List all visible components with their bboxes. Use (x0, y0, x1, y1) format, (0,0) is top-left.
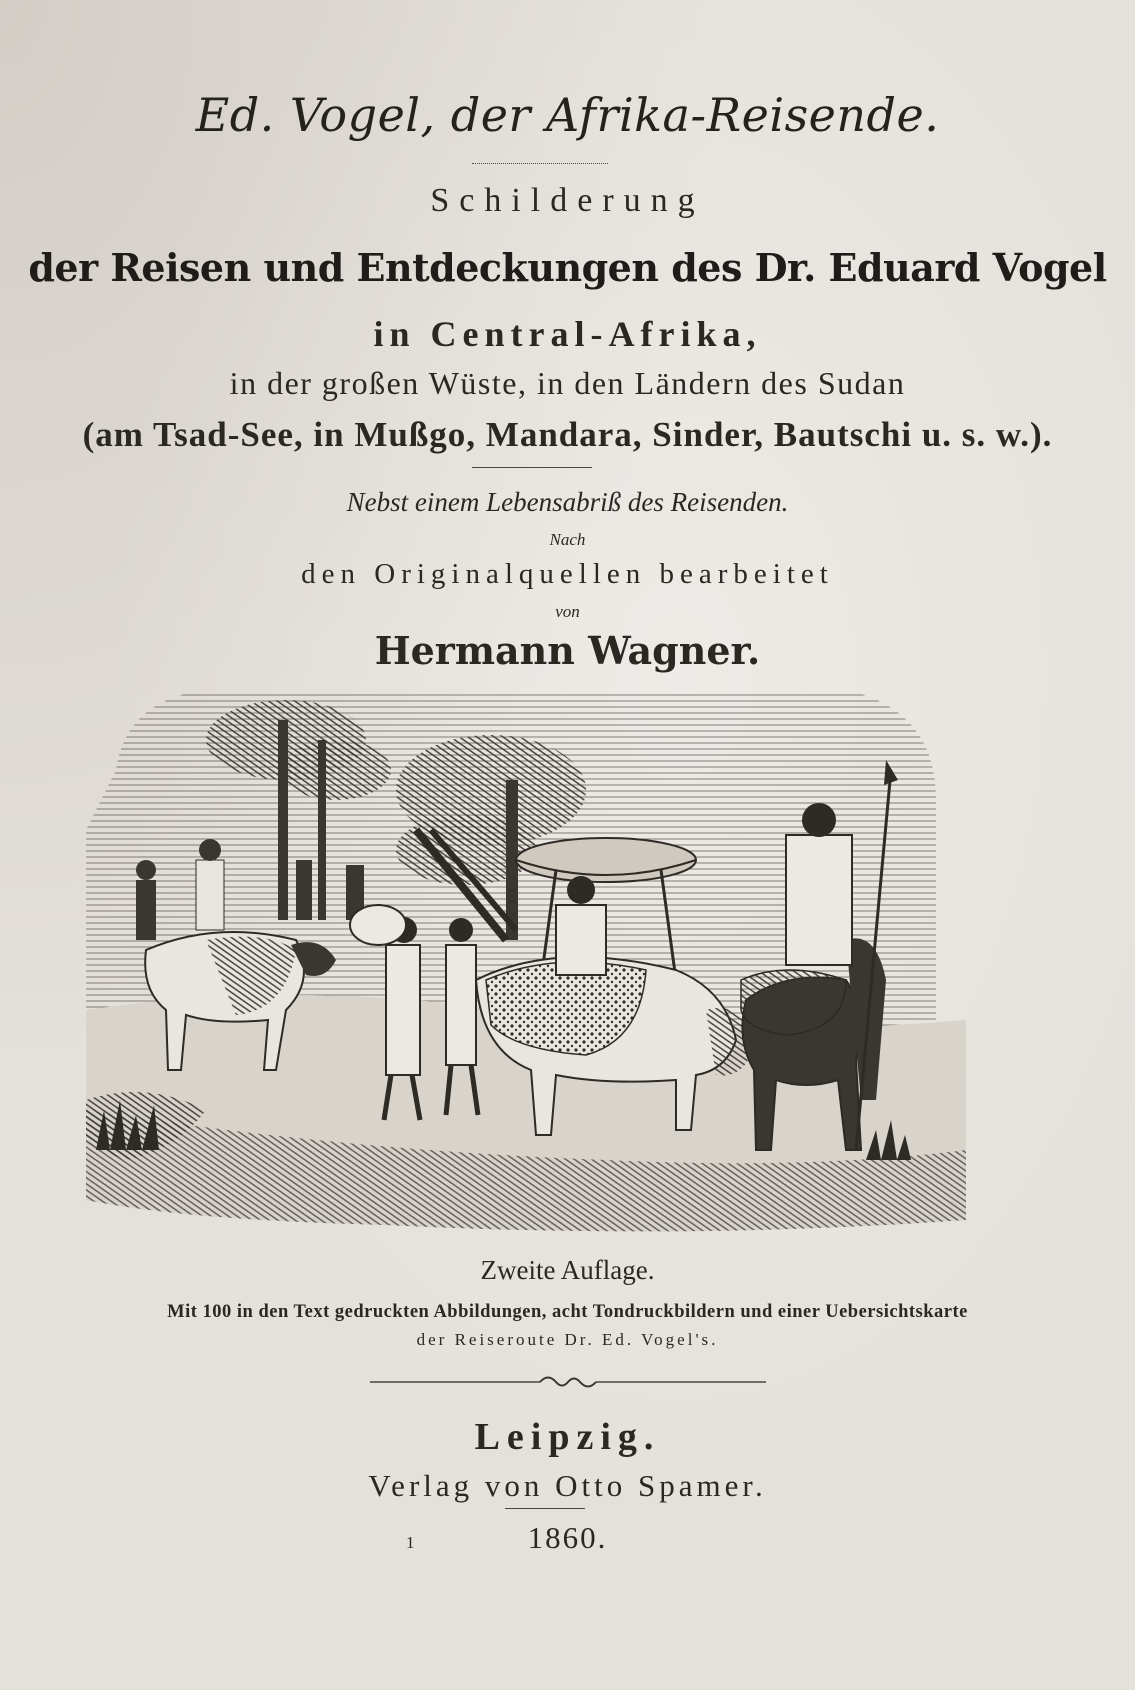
illustrations-note: Mit 100 in den Text gedruckten Abbildungen, acht Tondruckbildern und einer Uebersichtskarte (167, 1302, 968, 1322)
author-name: Hermann Wagner. (374, 628, 761, 673)
series-header: Ed. Vogel, der Afrika-Reisende. (195, 88, 940, 142)
publication-year: 1860. (527, 1520, 608, 1555)
sources-line: den Originalquellen bearbeitet (301, 558, 834, 590)
publisher-line: Verlag von Otto Spamer. (368, 1468, 767, 1503)
header-divider (472, 163, 608, 164)
signature-mark: 1 (406, 1533, 415, 1552)
title-divider (472, 467, 592, 468)
title-line-central-africa: in Central-Afrika, (373, 314, 762, 354)
title-line-desert: in der großen Wüste, in den Ländern des Sudan (229, 365, 906, 401)
ornamental-divider (370, 1372, 766, 1392)
supplement-line: Nebst einem Lebensabriß des Reisenden. (346, 487, 789, 517)
illustrations-note-route: der Reiseroute Dr. Ed. Vogel's. (416, 1330, 719, 1349)
subtitle-intro: Schilderung (430, 182, 705, 219)
title-line-regions: (am Tsad-See, in Mußgo, Mandara, Sinder, Bautschi u. s. w.). (82, 415, 1053, 454)
publication-place: Leipzig. (474, 1416, 661, 1458)
edition-line: Zweite Auflage. (480, 1255, 655, 1285)
caravan-engraving (86, 680, 966, 1240)
main-title: der Reisen und Entdeckungen des Dr. Eduard Vogel (28, 245, 1107, 290)
publisher-divider (505, 1508, 585, 1509)
von-line: von (555, 602, 580, 621)
nach-line: Nach (549, 530, 586, 549)
